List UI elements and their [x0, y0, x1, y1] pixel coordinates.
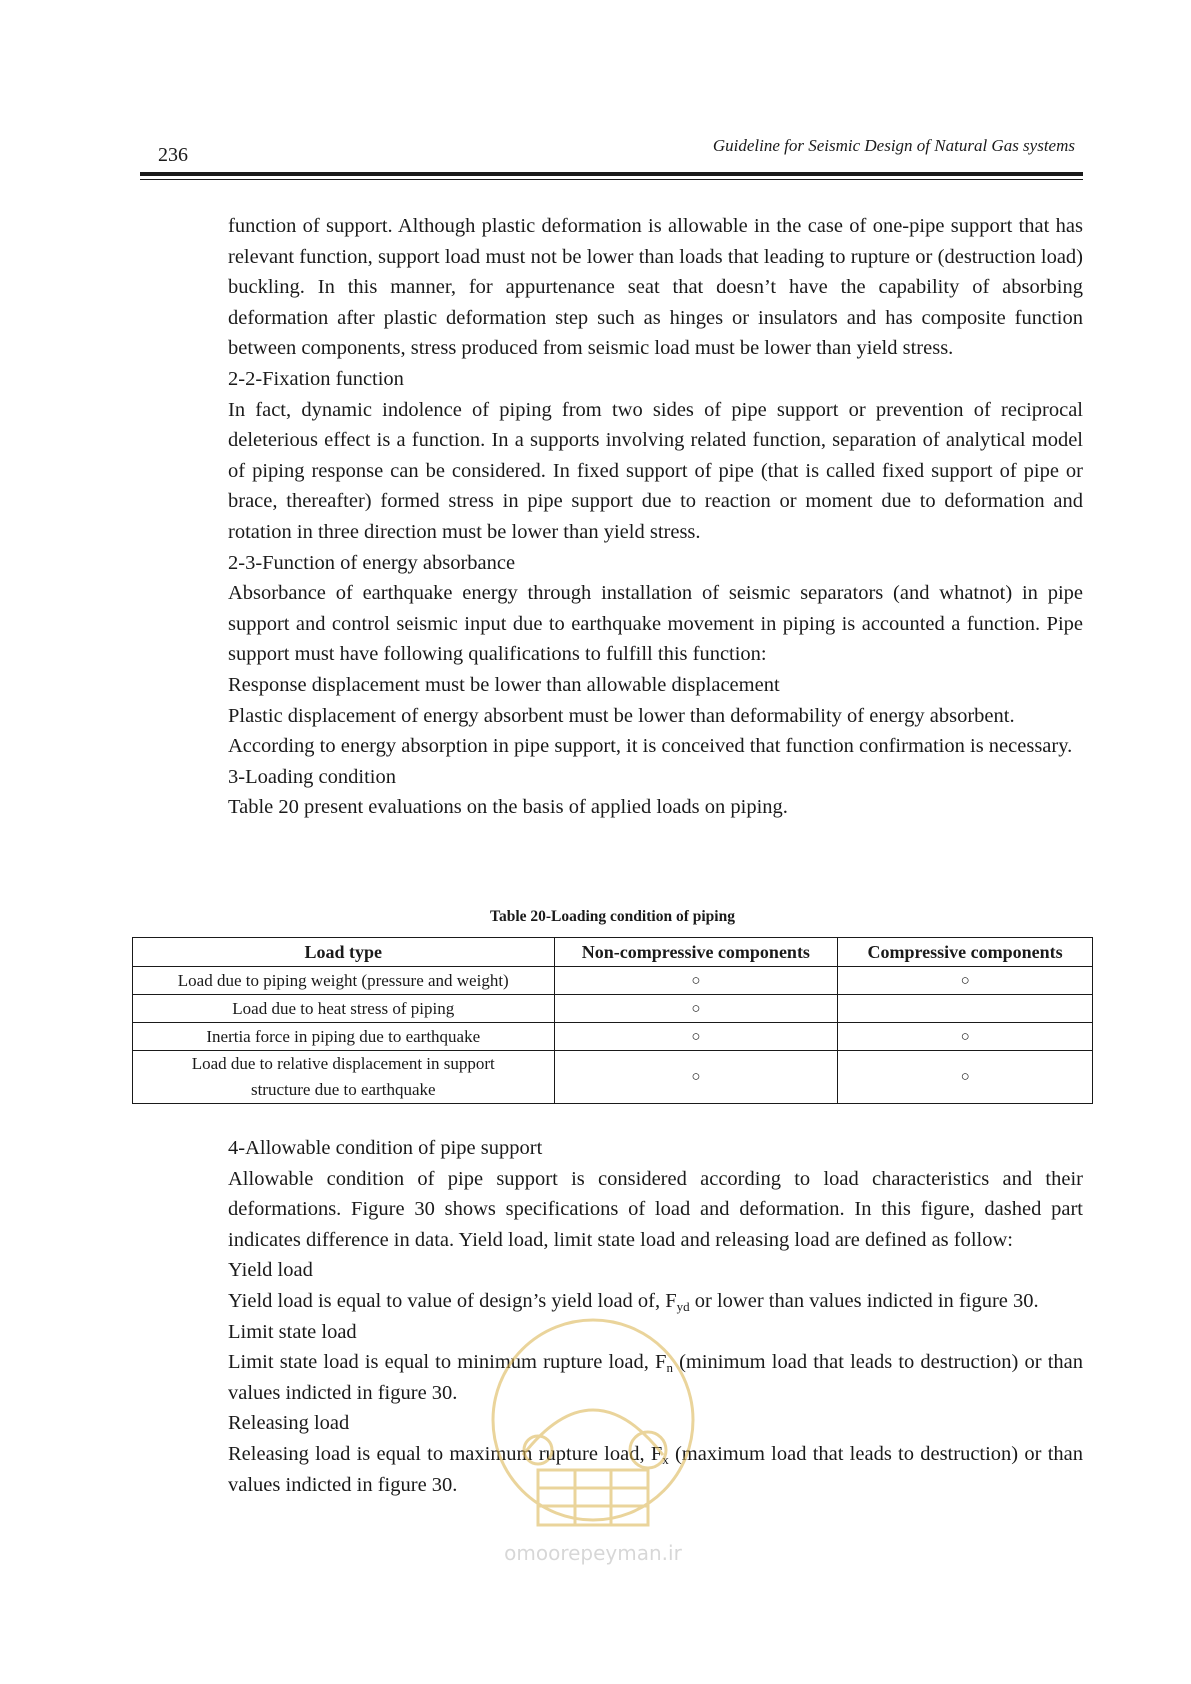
- subscript: yd: [676, 1298, 690, 1314]
- section-heading: 2-3-Function of energy absorbance: [228, 551, 516, 574]
- table-cell: [838, 995, 1093, 1023]
- paragraph: Table 20 present evaluations on the basis of applied loads on piping.: [228, 796, 788, 819]
- column-header: Load type: [133, 938, 555, 967]
- table-cell: ○: [838, 967, 1093, 995]
- watermark-grid-icon: [538, 1470, 648, 1525]
- watermark-ring-icon: [493, 1320, 693, 1520]
- subscript: n: [666, 1360, 673, 1376]
- requirement-line: Plastic displacement of energy absorbent must be lower than deformability of energy absorbent.: [228, 704, 1015, 727]
- definition-heading: Releasing load: [228, 1412, 350, 1435]
- paragraph: According to energy absorption in pipe support, it is conceived that function confirmation is necessary.: [228, 735, 1073, 758]
- table-cell: Load due to heat stress of piping: [133, 995, 555, 1023]
- section-heading: 2-2-Fixation function: [228, 367, 404, 390]
- paragraph: Absorbance of earthquake energy through installation of seismic separators (and whatnot) in pipe support and control seismic input due to earthquake movement in piping is accounted a function. Pipe support must have following qualifications to fulfill this function:: [228, 582, 1083, 666]
- definition-paragraph: Releasing load is equal to maximum rupture load, $F_x$ (maximum load that leads to destruction) or than values indicted in figure 30.: [228, 1442, 1083, 1496]
- paragraph: function of support. Although plastic deformation is allowable in the case of one-pipe support that has relevant function, support load must not be lower than loads that leading to rupture or (destruction load) buckling. In this manner, for appurtenance seat that doesn’t have the capability of absorbing deformation after plastic deformation step such as hinges or insulators and has composite function between components, stress produced from seismic load must be lower than yield stress.: [228, 215, 1083, 360]
- paragraph: In fact, dynamic indolence of piping from two sides of pipe support or prevention of reciprocal deleterious effect is a function. In a supports involving related function, separation of analytical model of piping response can be considered. In fixed support of pipe (that is called fixed support of pipe or brace, thereafter) formed stress in pipe support due to reaction or moment due to deformation and rotation in three direction must be lower than yield stress.: [228, 398, 1083, 543]
- table-row: [133, 995, 1093, 1023]
- definition-paragraph: Yield load is equal to value of design’s yield load of, $F_{yd}$ or lower than values indicted in figure 30.: [228, 1289, 1039, 1314]
- table-cell: ○: [554, 995, 838, 1023]
- watermark-logo: [478, 1305, 708, 1575]
- table-caption: Table 20-Loading condition of piping: [490, 908, 735, 925]
- cell-line: Load due to relative displacement in support: [191, 1054, 495, 1073]
- watermark-text: omoorepeyman.ir: [504, 1541, 682, 1565]
- header-rule-thin: [140, 179, 1083, 180]
- section-heading: 4-Allowable condition of pipe support: [228, 1137, 543, 1159]
- page-header: [140, 132, 1083, 182]
- table-cell: Inertia force in piping due to earthquake: [133, 1023, 555, 1051]
- loading-condition-table: [132, 937, 1093, 1104]
- table-row: [133, 1023, 1093, 1051]
- table-cell: ○: [554, 1023, 838, 1051]
- column-header: Non-compressive components: [554, 938, 838, 967]
- subscript: x: [662, 1451, 669, 1467]
- page-number: 236: [158, 144, 188, 166]
- table-cell: [133, 1051, 555, 1104]
- running-title: Guideline for Seismic Design of Natural Gas systems: [712, 136, 1075, 155]
- definition-heading: Yield load: [228, 1259, 313, 1282]
- body-text-upper: [228, 211, 1083, 823]
- paragraph: Allowable condition of pipe support is considered according to load characteristics and their deformations. Figure 30 shows specifications of load and deformation. In this figure, dashed part indicates difference in data. Yield load, limit state load and releasing load are defined as follow:: [228, 1167, 1083, 1251]
- table-cell: ○: [838, 1023, 1093, 1051]
- header-rule-thick: [140, 172, 1083, 176]
- definition-heading: Limit state load: [228, 1320, 357, 1343]
- column-header: Compressive components: [838, 938, 1093, 967]
- table-header-row: [133, 938, 1093, 967]
- table-cell: ○: [554, 1051, 838, 1104]
- table-cell: Load due to piping weight (pressure and weight): [133, 967, 555, 995]
- definition-paragraph: Limit state load is equal to minimum rupture load, $F_n$ (minimum load that leads to destruction) or than values indicted in figure 30.: [228, 1351, 1083, 1404]
- table-row: [133, 967, 1093, 995]
- requirement-line: Response displacement must be lower than allowable displacement: [228, 673, 780, 696]
- cell-line: structure due to earthquake: [250, 1080, 436, 1099]
- section-heading: 3-Loading condition: [228, 765, 396, 788]
- table-cell: ○: [554, 967, 838, 995]
- table-cell: ○: [838, 1051, 1093, 1104]
- table-row: [133, 1051, 1093, 1104]
